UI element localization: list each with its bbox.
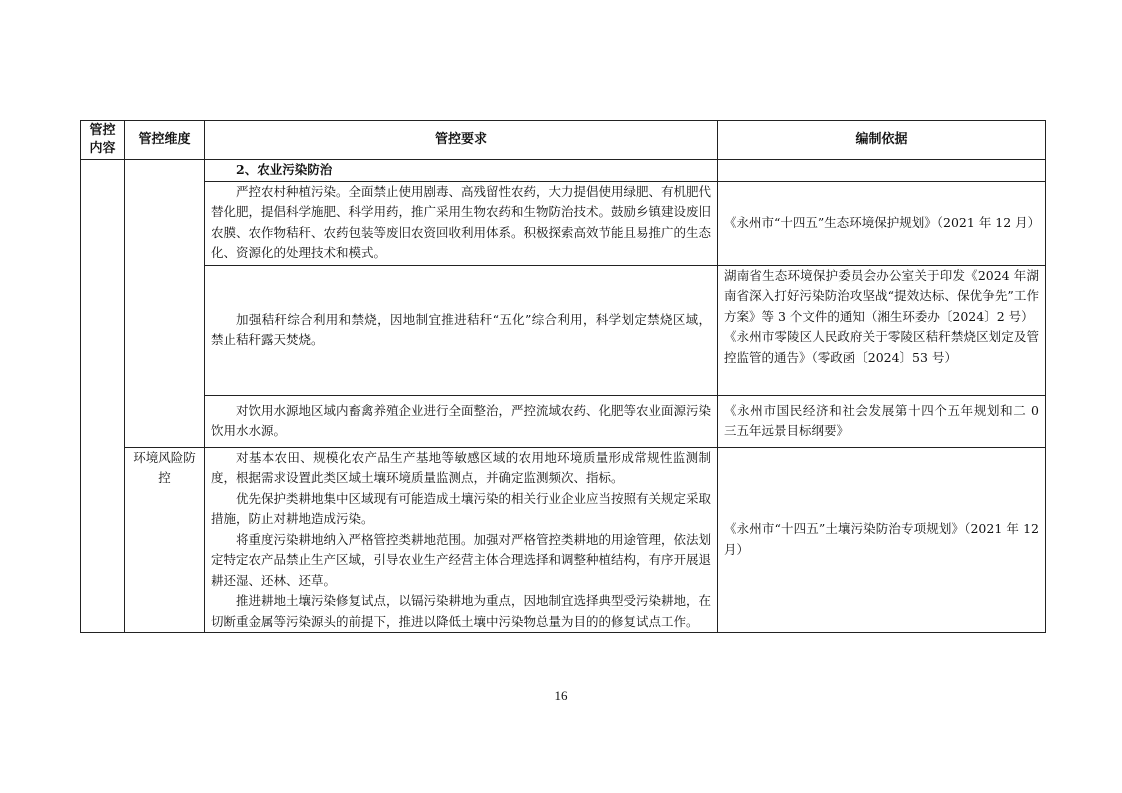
header-basis: 编制依据: [718, 121, 1046, 160]
risk-control-row: [81, 447, 1046, 633]
requirement-text: 优先保护类耕地集中区域现有可能造成土壤污染的相关行业企业应当按照有关规定采取措施，防止对耕地造成污染。: [211, 490, 712, 526]
basis-cell: [718, 395, 1046, 447]
requirement-text: 对基本农田、规模化农产品生产基地等敏感区域的农用地环境质量形成常规性监测制度，根据需求设置此类区域土壤环境质量监测点，并确定监测频次、指标。: [211, 449, 711, 485]
section-basis-empty: [718, 160, 1046, 182]
dimension-cell-empty: [125, 160, 205, 448]
requirement-cell: [205, 265, 718, 395]
section-title-row: [81, 160, 1046, 182]
header-control-requirement: 管控要求: [205, 121, 718, 160]
requirement-text: 将重度污染耕地纳入严格管控类耕地范围。加强对严格管控类耕地的用途管理，依法划定特定农产品禁止生产区域，引导农业生产经营主体合理选择和调整种植结构，有序开展退耕还湿、还林、还草。: [211, 531, 712, 588]
basis-text: 《永州市“十四五”生态环境保护规划》（2021 年 12 月）: [724, 214, 1041, 230]
basis-text: 《永州市“十四五”土壤污染防治专项规划》（2021 年 12 月）: [724, 521, 1039, 557]
dimension-cell-risk: 环境风险防控: [125, 447, 205, 633]
section-title-cell: [205, 160, 718, 182]
requirement-cell: [205, 395, 718, 447]
basis-text: 湖南省生态环境保护委员会办公室关于印发《2024 年湖南省深入打好污染防治攻坚战“提效达标、保优争先”工作方案》等 3 个文件的通知（湘生环委办〔2024〕2 号）: [724, 267, 1039, 324]
section-title: 2、农业污染防治: [236, 162, 333, 177]
requirement-text: 加强秸秆综合利用和禁烧，因地制宜推进秸秆“五化”综合利用，科学划定禁烧区域，禁止秸秆露天焚烧。: [211, 311, 711, 347]
table-header-row: [81, 121, 1046, 160]
table-row: [81, 181, 1046, 265]
requirement-text: 严控农村种植污染。全面禁止使用剧毒、高残留性农药，大力提倡使用绿肥、有机肥代替化肥，提倡科学施肥、科学用药，推广采用生物农药和生物防治技术。鼓励乡镇建设废旧农膜、农作物秸秆、农药包装等废旧农资回收利用体系。积极探索高效节能且易推广的生态化、资源化的处理技术和模式。: [211, 183, 712, 260]
requirement-cell: [205, 447, 718, 633]
requirement-text: 对饮用水源地区域内畜禽养殖企业进行全面整治，严控流域农药、化肥等农业面源污染饮用水水源。: [211, 402, 712, 438]
basis-cell: [718, 181, 1046, 265]
requirement-cell: [205, 181, 718, 265]
content-cell: [81, 160, 125, 633]
table-row: [81, 395, 1046, 447]
requirement-text: 推进耕地土壤污染修复试点，以镉污染耕地为重点，因地制宜选择典型受污染耕地，在切断重金属等污染源头的前提下，推进以降低土壤中污染物总量为目的的修复试点工作。: [211, 593, 712, 629]
header-control-content: 管控内容: [81, 121, 125, 160]
basis-cell: [718, 265, 1046, 395]
page-number: 16: [554, 688, 568, 703]
basis-text: 《永州市国民经济和社会发展第十四个五年规划和二 0 三五年远景目标纲要》: [724, 402, 1039, 438]
control-requirements-table: [80, 120, 1046, 633]
basis-text: 《永州市零陵区人民政府关于零陵区秸秆禁烧区划定及管控监管的通告》（零政函〔2024〕53 号）: [724, 329, 1039, 365]
table-row: [81, 265, 1046, 395]
header-control-dimension: 管控维度: [125, 121, 205, 160]
basis-cell: [718, 447, 1046, 633]
